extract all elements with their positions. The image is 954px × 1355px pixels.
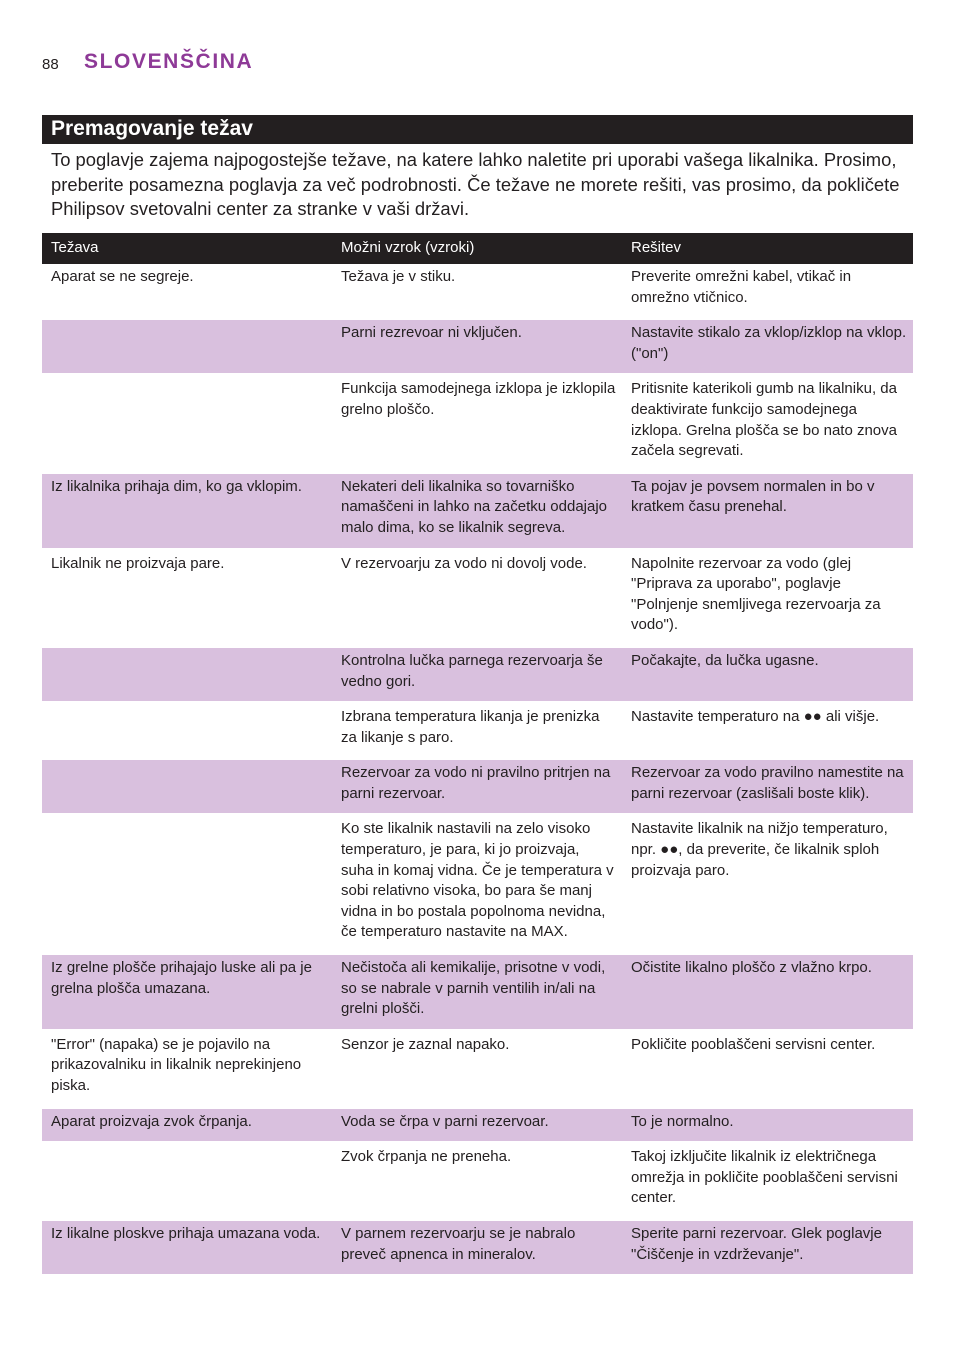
cell-cause: Rezervoar za vodo ni pravilno pritrjen na parni rezervoar. [332,759,622,815]
cell-solution: Očistite likalno ploščo z vlažno krpo. [622,954,913,1031]
table-row [42,1030,913,1107]
table-row [42,759,913,815]
cell-cause: Zvok črpanja ne preneha. [332,1143,622,1220]
table-row [42,319,913,375]
cell-problem: "Error" (napaka) se je pojavilo na prikazovalniku in likalnik neprekinjeno piska. [42,1030,332,1107]
cell-solution: Takoj izključite likalnik iz električnega omrežja in pokličite pooblaščeni servisni center. [622,1143,913,1220]
table-row [42,549,913,646]
cell-solution: Preverite omrežni kabel, vtikač in omrežno vtičnico. [631,268,852,306]
cell-problem [42,319,332,375]
table-row [42,1107,913,1143]
cell-problem [42,815,332,954]
table-row [42,264,913,319]
section-header-bar [42,115,913,144]
table-row [42,472,913,549]
cell-solution: Sperite parni rezervoar. Glek poglavje "Čiščenje in vzdrževanje". [622,1219,913,1274]
cell-cause: Voda se črpa v parni rezervoar. [332,1107,622,1143]
cell-solution: Nastavite stikalo za vklop/izklop na vklop. ("on") [622,319,913,375]
cell-problem: Likalnik ne proizvaja pare. [42,549,332,646]
cell-solution: Počakajte, da lučka ugasne. [622,646,913,702]
section-title: Premagovanje težav [51,117,253,140]
page-number: 88 [42,56,59,73]
cell-problem: Iz grelne plošče prihajajo luske ali pa je grelna plošča umazana. [42,954,332,1031]
cell-cause: Senzor je zaznal napako. [332,1030,622,1107]
cell-solution: Rezervoar za vodo pravilno namestite na parni rezervoar (zaslišali boste klik). [622,759,913,815]
cell-solution: Pritisnite katerikoli gumb na likalniku, da deaktivirate funkcijo samodejnega izklopa. Grelna plošča se bo nato znova začela segrevati. [622,375,913,472]
column-header-cause: Možni vzrok (vzroki) [332,233,622,264]
cell-cause: Ko ste likalnik nastavili na zelo visoko temperaturo, je para, ki jo proizvaja, suha in komaj vidna. Če je temperatura v sobi relativno visoka, bo para še manj vidna in bo postala popolnoma nevidna, če temperaturo nastavite na MAX. [332,815,622,954]
table-row [42,954,913,1031]
table-row [42,1143,913,1220]
cell-solution: Napolnite rezervoar za vodo (glej "Priprava za uporabo", poglavje "Polnjenje snemljivega rezervoarja za vodo"). [622,549,913,646]
cell-problem [42,1143,332,1220]
column-header-solution: Rešitev [622,233,913,264]
table-row [42,375,913,472]
language-title: SLOVENŠČINA [84,50,254,73]
cell-cause: Nekateri deli likalnika so tovarniško namaščeni in lahko na začetku oddajajo malo dima, ko se likalnik segreva. [332,472,622,549]
cell-problem [42,375,332,472]
cell-problem [42,703,332,759]
troubleshooting-table [42,233,913,1274]
cell-cause: Izbrana temperatura likanja je prenizka za likanje s paro. [332,703,622,759]
cell-problem [42,759,332,815]
table-row [42,815,913,954]
cell-problem: Aparat proizvaja zvok črpanja. [42,1107,332,1143]
cell-cause: Funkcija samodejnega izklopa je izklopila grelno ploščo. [332,375,622,472]
cell-cause: Nečistoča ali kemikalije, prisotne v vodi, so se nabrale v parnih ventilih in/ali na grelni plošči. [332,954,622,1031]
cell-solution: To je normalno. [622,1107,913,1143]
table-row [42,646,913,702]
cell-cause: Parni rezrevoar ni vključen. [332,319,622,375]
cell-cause: Kontrolna lučka parnega rezervoarja še vedno gori. [332,646,622,702]
cell-solution: Nastavite likalnik na nižjo temperaturo, npr. ●●, da preverite, če likalnik sploh proizvaja paro. [622,815,913,954]
cell-solution: Nastavite temperaturo na ●● ali višje. [622,703,913,759]
cell-solution: Pokličite pooblaščeni servisni center. [622,1030,913,1107]
intro-paragraph: To poglavje zajema najpogostejše težave, na katere lahko naletite pri uporabi vašega likalnika. Prosimo, preberite posamezna poglavja za več podrobnosti. Če težave ne morete rešiti, vas prosimo, da pokličete Philipsov svetovalni center za stranke v vaši državi. [51,149,900,219]
cell-problem: Iz likalnika prihaja dim, ko ga vklopim. [42,472,332,549]
cell-cause: V rezervoarju za vodo ni dovolj vode. [332,549,622,646]
table-row [42,1219,913,1274]
column-header-problem: Težava [42,233,332,264]
cell-problem [42,646,332,702]
cell-solution: Ta pojav je povsem normalen in bo v kratkem času prenehal. [622,472,913,549]
table-body [42,264,913,1274]
table-row [42,703,913,759]
cell-problem: Iz likalne ploskve prihaja umazana voda. [42,1219,332,1274]
cell-problem: Aparat se ne segreje. [51,268,194,285]
cell-cause: V parnem rezervoarju se je nabralo preveč apnenca in mineralov. [332,1219,622,1274]
cell-cause: Težava je v stiku. [341,268,456,285]
table-header-row [42,233,913,264]
